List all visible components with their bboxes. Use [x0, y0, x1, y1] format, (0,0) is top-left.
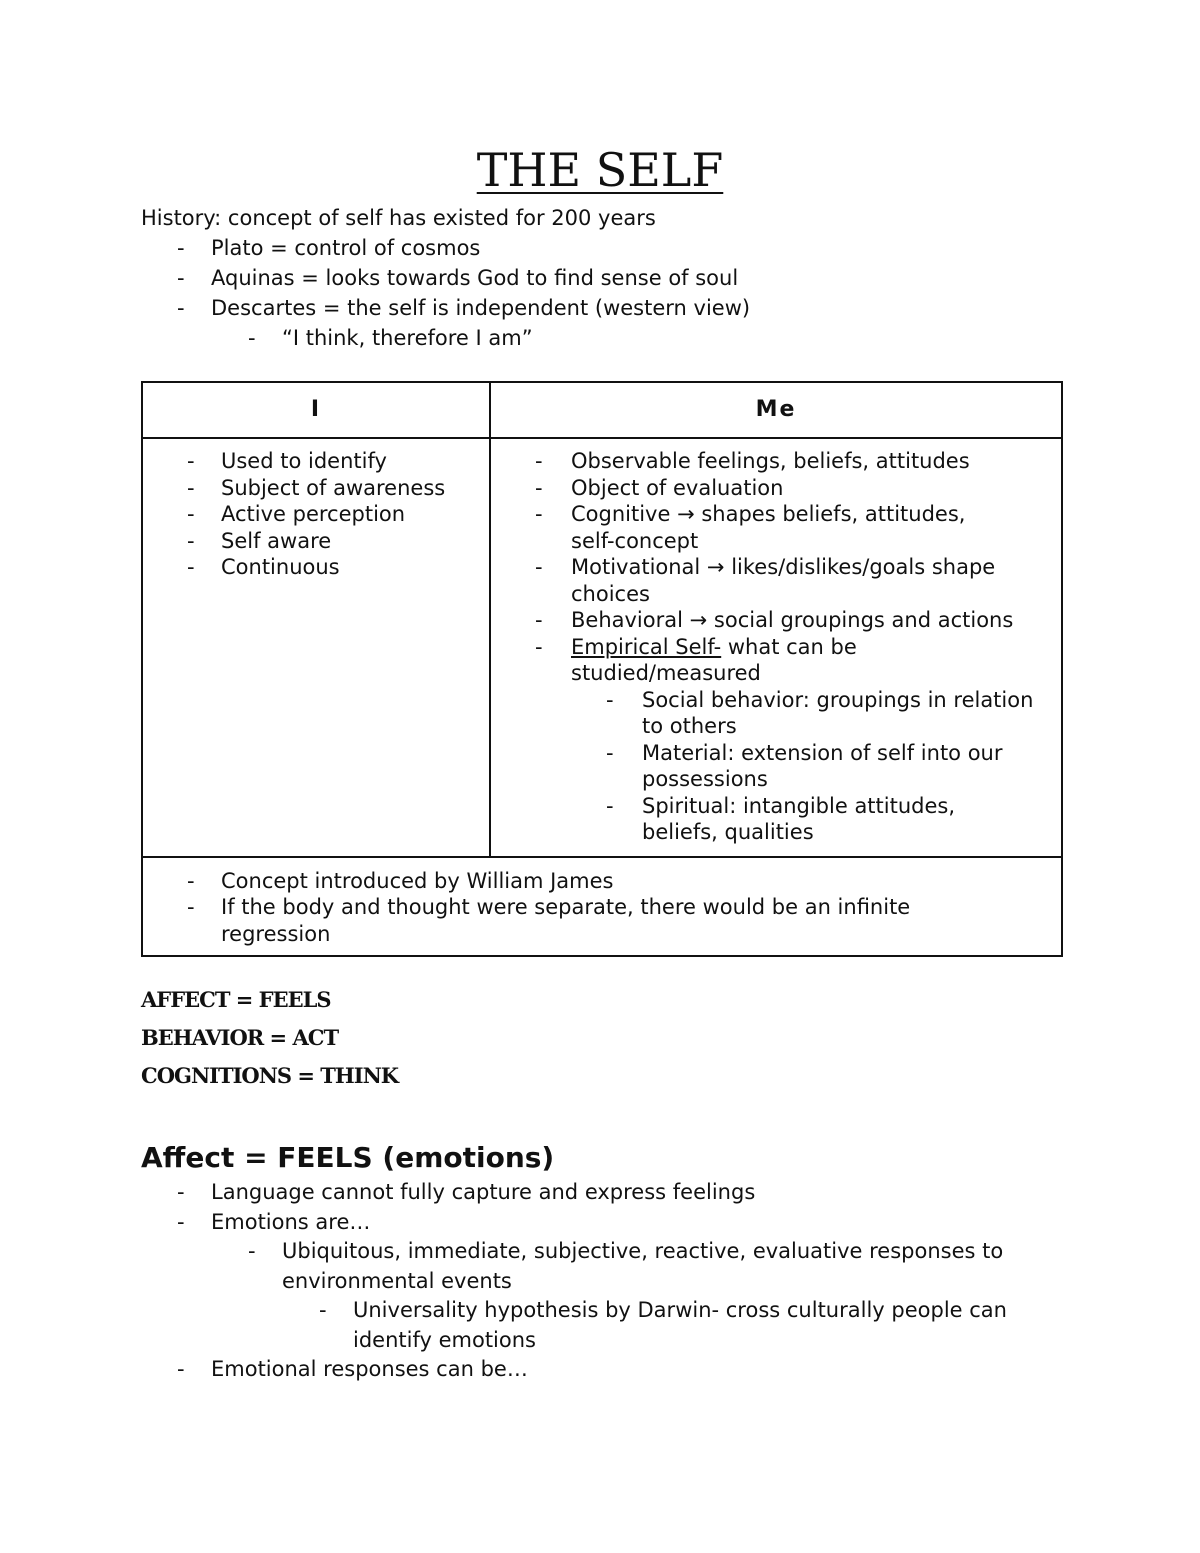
bullet-dash: - — [535, 449, 543, 473]
affect-item: Ubiquitous, immediate, subjective, reactive, evaluative responses to — [282, 1239, 1004, 1263]
bullet-dash: - — [177, 266, 185, 290]
list-item — [491, 475, 1061, 502]
list-item — [141, 323, 1101, 353]
i-item: Used to identify — [221, 449, 387, 473]
history-section — [141, 203, 1101, 353]
bullet-dash: - — [319, 1298, 327, 1322]
bullet-dash: - — [248, 326, 256, 350]
empirical-sub-item: to others — [642, 714, 737, 738]
i-item: Continuous — [221, 555, 340, 579]
bullet-dash: - — [177, 1180, 185, 1204]
footer-item: If the body and thought were separate, there would be an infinite — [221, 895, 911, 919]
list-item — [491, 740, 1061, 767]
list-item — [491, 554, 1061, 581]
list-item-continuation — [491, 581, 1061, 608]
me-item: Cognitive → shapes beliefs, attitudes, — [571, 502, 966, 526]
list-item — [491, 607, 1061, 634]
summary-behavior: BEHAVIOR = ACT — [141, 1025, 339, 1050]
bullet-dash: - — [187, 868, 195, 893]
empirical-self-term: Empirical Self- — [571, 634, 722, 659]
list-item-continuation — [141, 1326, 1101, 1356]
list-item — [143, 528, 489, 555]
bullet-dash: - — [535, 502, 543, 526]
i-me-table — [141, 381, 1063, 957]
list-item-continuation — [491, 819, 1061, 846]
list-item — [143, 448, 489, 475]
list-item-continuation — [491, 766, 1061, 793]
summary-affect: AFFECT = FEELS — [141, 987, 331, 1012]
list-item-continuation — [143, 921, 1061, 948]
bullet-dash: - — [606, 687, 614, 712]
column-header-me: Me — [490, 382, 1062, 438]
list-item-continuation — [491, 528, 1061, 555]
list-item-continuation — [141, 1267, 1101, 1297]
bullet-dash: - — [187, 528, 195, 553]
i-cell — [142, 438, 490, 857]
bullet-dash: - — [187, 475, 195, 500]
page-title: THE SELF — [476, 143, 724, 197]
summary-cognitions: COGNITIONS = THINK — [141, 1063, 399, 1088]
empirical-self-definition: what can be — [721, 634, 857, 659]
bullet-dash: - — [177, 1357, 185, 1381]
descartes-quote: “I think, therefore I am” — [282, 326, 533, 350]
history-heading: History: concept of self has existed for 200 years — [141, 206, 656, 230]
list-item — [141, 1237, 1101, 1267]
list-item — [143, 868, 1061, 895]
bullet-dash: - — [187, 895, 195, 919]
empirical-sub-item: Social behavior: groupings in relation — [642, 687, 1034, 712]
me-cell — [490, 438, 1062, 857]
bullet-dash: - — [187, 555, 195, 579]
i-item: Subject of awareness — [221, 475, 446, 500]
me-item: Behavioral → social groupings and actions — [571, 608, 1014, 632]
bullet-dash: - — [187, 502, 195, 526]
list-item — [141, 263, 1101, 293]
me-item: studied/measured — [571, 661, 761, 685]
empirical-sub-item: beliefs, qualities — [642, 820, 814, 844]
list-item — [141, 233, 1101, 263]
i-item: Self aware — [221, 528, 332, 553]
me-item: Observable feelings, beliefs, attitudes — [571, 449, 970, 473]
me-item: Object of evaluation — [571, 475, 784, 500]
empirical-sub-item: possessions — [642, 767, 768, 791]
list-item — [143, 501, 489, 528]
list-item — [491, 501, 1061, 528]
list-item — [141, 293, 1101, 323]
footer-item: Concept introduced by William James — [221, 868, 614, 893]
list-item — [491, 793, 1061, 820]
affect-item: Emotions are… — [211, 1209, 371, 1234]
me-item: Motivational → likes/dislikes/goals shape — [571, 555, 996, 579]
empirical-sub-item: Material: extension of self into our — [642, 740, 1003, 765]
list-item — [141, 1296, 1101, 1326]
bullet-dash: - — [535, 608, 543, 632]
me-item: choices — [571, 581, 650, 606]
list-item-continuation — [491, 660, 1061, 687]
history-item-descartes: Descartes = the self is independent (western view) — [211, 296, 751, 320]
bullet-dash: - — [606, 793, 614, 818]
list-item — [141, 1178, 1101, 1208]
affect-item: Emotional responses can be… — [211, 1357, 528, 1381]
affect-heading: Affect = FEELS (emotions) — [141, 1141, 555, 1174]
affect-item: identify emotions — [353, 1327, 536, 1352]
list-item — [491, 634, 1061, 661]
bullet-dash: - — [187, 449, 195, 473]
bullet-dash: - — [535, 634, 543, 659]
column-header-i: I — [142, 382, 490, 438]
affect-item: Language cannot fully capture and express feelings — [211, 1180, 756, 1204]
bullet-dash: - — [177, 296, 185, 320]
list-item — [141, 1355, 1101, 1385]
history-item-aquinas: Aquinas = looks towards God to find sense of soul — [211, 266, 739, 290]
list-item — [491, 687, 1061, 714]
list-item — [143, 475, 489, 502]
me-item: self-concept — [571, 528, 699, 553]
list-item — [143, 894, 1061, 921]
bullet-dash: - — [535, 555, 543, 579]
list-item — [491, 448, 1061, 475]
bullet-dash: - — [177, 1209, 185, 1234]
affect-section — [141, 1178, 1101, 1385]
i-item: Active perception — [221, 502, 406, 526]
list-item — [141, 1208, 1101, 1238]
history-item-plato: Plato = control of cosmos — [211, 236, 481, 260]
bullet-dash: - — [535, 475, 543, 500]
list-item-continuation — [491, 713, 1061, 740]
bullet-dash: - — [248, 1239, 256, 1263]
bullet-dash: - — [177, 236, 185, 260]
footer-item: regression — [221, 921, 331, 946]
affect-item: Universality hypothesis by Darwin- cross culturally people can — [353, 1298, 1007, 1322]
table-footer-cell — [142, 857, 1062, 957]
list-item — [143, 554, 489, 581]
affect-item: environmental events — [282, 1268, 512, 1293]
empirical-sub-item: Spiritual: intangible attitudes, — [642, 793, 956, 818]
bullet-dash: - — [606, 740, 614, 765]
